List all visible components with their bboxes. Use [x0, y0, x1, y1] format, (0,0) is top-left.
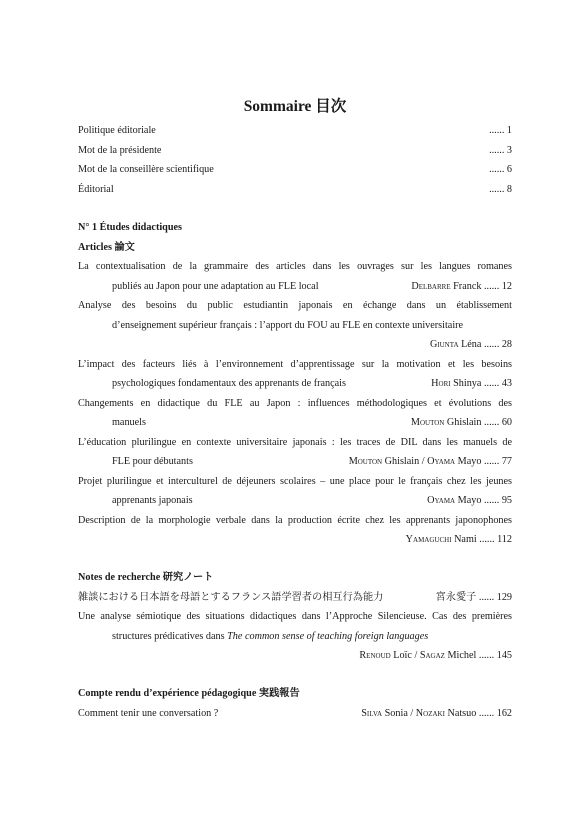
section-notes	[78, 568, 512, 666]
note-entry: 雑談における日本語を母語とするフランス語学習者の相互行為能力 宮永愛子 ...... 129	[78, 591, 512, 603]
article-entry: La contextualisation de la grammaire des articles dans les ouvrages sur les langues romanes publiés au Japon pour une adaptation au FLE local Delbarre Franck ...... 12	[78, 261, 512, 292]
article-entry: Projet plurilingue et interculturel de déjeuners scolaires – une place pour le français chez les jeunes apprenants japonais Oyama Mayo ...... 95	[78, 475, 512, 506]
section-subheading: Articles 論文	[78, 241, 135, 253]
page-title: Sommaire 目次	[243, 98, 347, 115]
article-entry: L’impact des facteurs liés à l’environnement d’apprentissage sur la motivation et les besoins psychologiques fondamentaux des apprenants de français Hori Shinya ...... 43	[78, 358, 512, 389]
section-etudes	[78, 218, 512, 550]
front-matter	[78, 121, 512, 199]
note-entry: Une analyse sémiotique des situations didactiques dans l’Approche Silencieuse. Cas des premières structures prédicatives dans The common sense of teaching foreign languages Renoud Loïc / Sagaz Michel ...... 145	[78, 611, 512, 661]
toc-entry: Mot de la présidente ...... 3	[78, 144, 512, 156]
section-heading: Notes de recherche 研究ノート	[78, 572, 214, 583]
section-compte-rendu	[78, 684, 512, 723]
toc-entry: Éditorial ...... 8	[78, 183, 512, 195]
toc-entry: Mot de la conseillère scientifique ...... 6	[78, 164, 512, 175]
section-heading: N° 1 Études didactiques	[78, 222, 182, 233]
toc-entry: Politique éditoriale ...... 1	[78, 125, 512, 136]
article-entry: L’éducation plurilingue en contexte universitaire japonais : les traces de DIL dans les manuels de FLE pour débutants Mouton Ghislain / Oyama Mayo ...... 77	[78, 436, 512, 467]
article-entry: Description de la morphologie verbale dans la production écrite chez les apprenants japonophones Yamaguchi Nami ...... 112	[78, 514, 512, 545]
article-entry: Analyse des besoins du public estudiantin japonais en échange dans un établissement d’enseignement supérieur français : l’apport du FOU au FLE en contexte universitaire Giunta Léna ...... 28	[78, 300, 512, 350]
section-heading: Compte rendu d’expérience pédagogique 実践報告	[78, 688, 300, 699]
article-entry: Changements en didactique du FLE au Japon : influences méthodologiques et évolutions des manuels Mouton Ghislain ...... 60	[78, 397, 512, 428]
report-entry: Comment tenir une conversation ? Silva Sonia / Nozaki Natsuo ...... 162	[78, 707, 512, 719]
